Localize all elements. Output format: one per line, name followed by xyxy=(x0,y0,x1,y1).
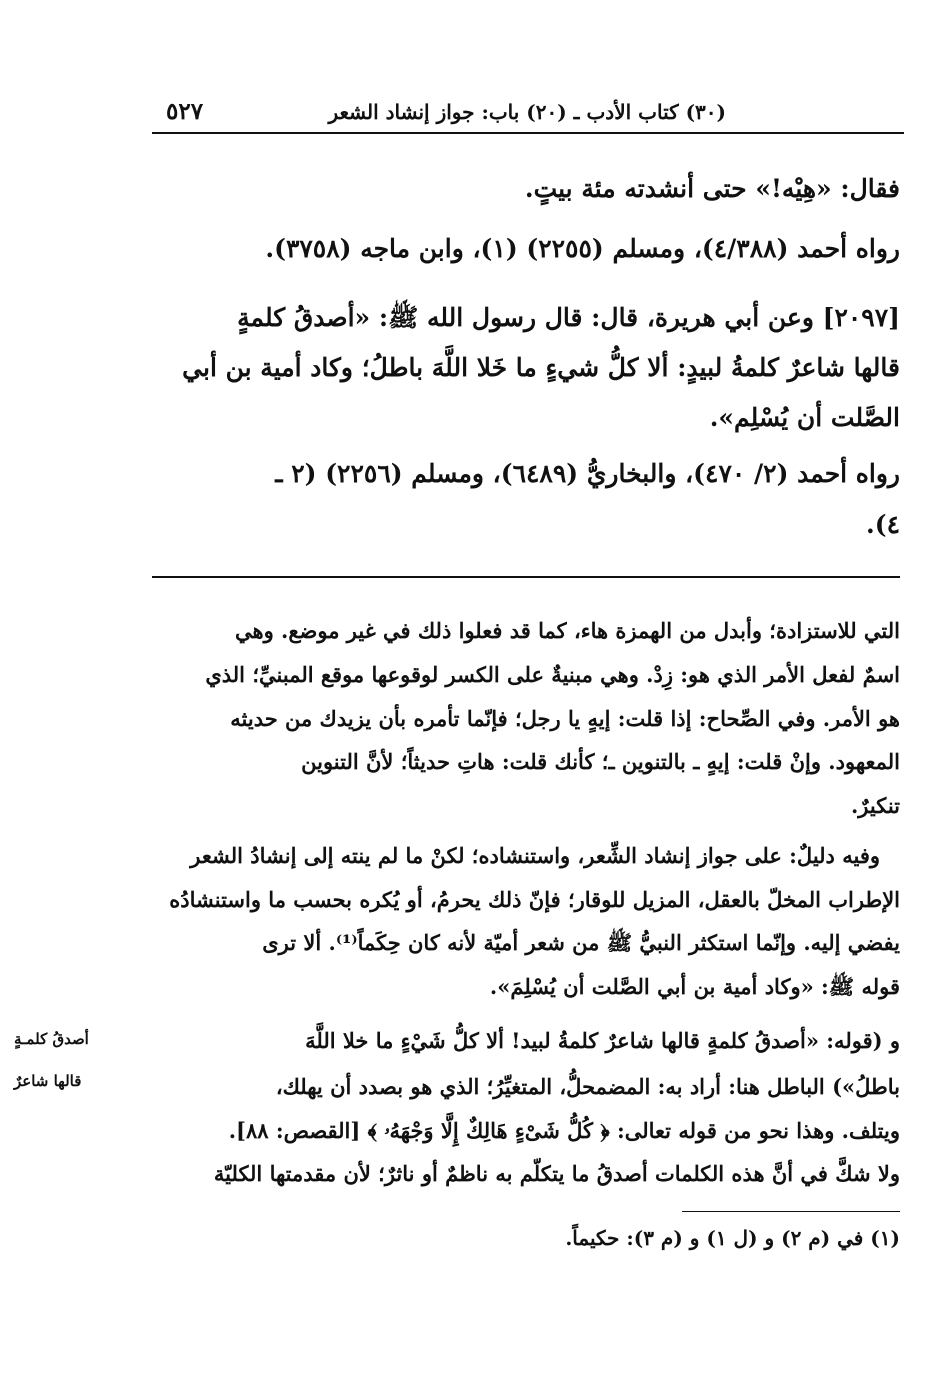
commentary-line: يفضي إليه. وإنّما استكثر النبيُّ ﷺ من شعر أميّة لأنه كان حِكَماً⁽¹⁾. ألا ترى xyxy=(262,930,900,955)
hadith-line: فقال: «هِيْه!» حتى أنشدته مئة بيتٍ. xyxy=(524,174,900,203)
commentary-line: التي للاستزادة؛ وأبدل من الهمزة هاء، كما قد فعلوا ذلك في غير موضع. وهي xyxy=(235,618,900,643)
commentary-line: ويتلف. وهذا نحو من قوله تعالى: ﴿ كُلُّ شَىْءٍ هَالِكٌ إِلَّا وَجْهَهُۥ ﴾ [القصص: ٨٨]. xyxy=(228,1118,900,1143)
hadith-line: [٢٠٩٧] وعن أبي هريرة، قال: قال رسول الله ﷺ: «أصدقُ كلمةٍ xyxy=(237,303,900,332)
commentary-line: قوله ﷺ: «وكاد أمية بن أبي الصَّلت أن يُسْلِمَ». xyxy=(489,974,900,999)
margin-note: أصدقُ كلمـةٍ xyxy=(14,1030,89,1048)
running-header xyxy=(152,98,904,134)
commentary-line: الإطراب المخلّ بالعقل، المزيل للوقار؛ فإنّ ذلك يحرمُ، أو يُكره بحسب ما واستنشادُه xyxy=(169,887,900,912)
commentary-line: اسمٌ لفعل الأمر الذي هو: زِدْ. وهي مبنيةٌ على الكسر لوقوعها موقع المبنيِّ؛ الذي xyxy=(205,662,900,687)
footnote-divider xyxy=(682,1211,900,1212)
commentary-line: وفيه دليلٌ: على جواز إنشاد الشِّعر، واستنشاده؛ لكنْ ما لم ينته إلى إنشادُ الشعر xyxy=(190,843,880,868)
commentary-line: هو الأمر. وفي الصِّحاح: إذا قلت: إيهٍ يا رجل؛ فإنّما تأمره بأن يزيدك من حديثه xyxy=(230,706,900,731)
footnote: (١) في (م ٢) و (ل ١) و (م ٣): حكيماً. xyxy=(565,1226,900,1250)
section-divider xyxy=(152,576,900,578)
margin-note: قالها شاعرٌ xyxy=(14,1072,82,1090)
commentary-line: ولا شكَّ في أنَّ هذه الكلمات أصدقُ ما يتكلّم به ناظمٌ أو ناثرٌ؛ لأن مقدمتها الكليّة xyxy=(213,1161,900,1186)
hadith-line: رواه أحمد (٤/٣٨٨)، ومسلم (٢٢٥٥) (١)، وابن ماجه (٣٧٥٨). xyxy=(265,234,900,263)
commentary-line: تنكيرٌ. xyxy=(850,793,900,818)
hadith-line: رواه أحمد (٢/ ٤٧٠)، والبخاريُّ (٦٤٨٩)، ومسلم (٢٢٥٦) (٢ ـ xyxy=(275,459,900,488)
hadith-line: قالها شاعرٌ كلمةُ لبيدٍ: ألا كلُّ شيءٍ ما خَلا اللَّهَ باطلُ؛ وكاد أمية بن أبي xyxy=(182,353,900,382)
hadith-line: الصَّلت أن يُسْلِم». xyxy=(709,403,900,432)
commentary-line: المعهود. وإنْ قلت: إيهٍ ـ بالتنوين ـ؛ كأنك قلت: هاتِ حديثاً؛ لأنَّ التنوين xyxy=(301,749,900,774)
commentary-line: باطلُ») الباطل هنا: أراد به: المضمحلُّ، المتغيِّرُ؛ الذي هو بصدد أن يهلك، xyxy=(275,1074,900,1099)
page-number: ٥٢٧ xyxy=(166,98,204,125)
header-title: (٣٠) كتاب الأدب ـ (٢٠) باب: جواز إنشاد الشعر xyxy=(328,100,726,124)
commentary-line: و (قوله: «أصدقُ كلمةٍ قالها شاعرٌ كلمةُ لبيد! ألا كلُّ شَيْءٍ ما خلا اللَّهَ xyxy=(305,1028,900,1053)
hadith-line: ٤). xyxy=(866,510,900,539)
